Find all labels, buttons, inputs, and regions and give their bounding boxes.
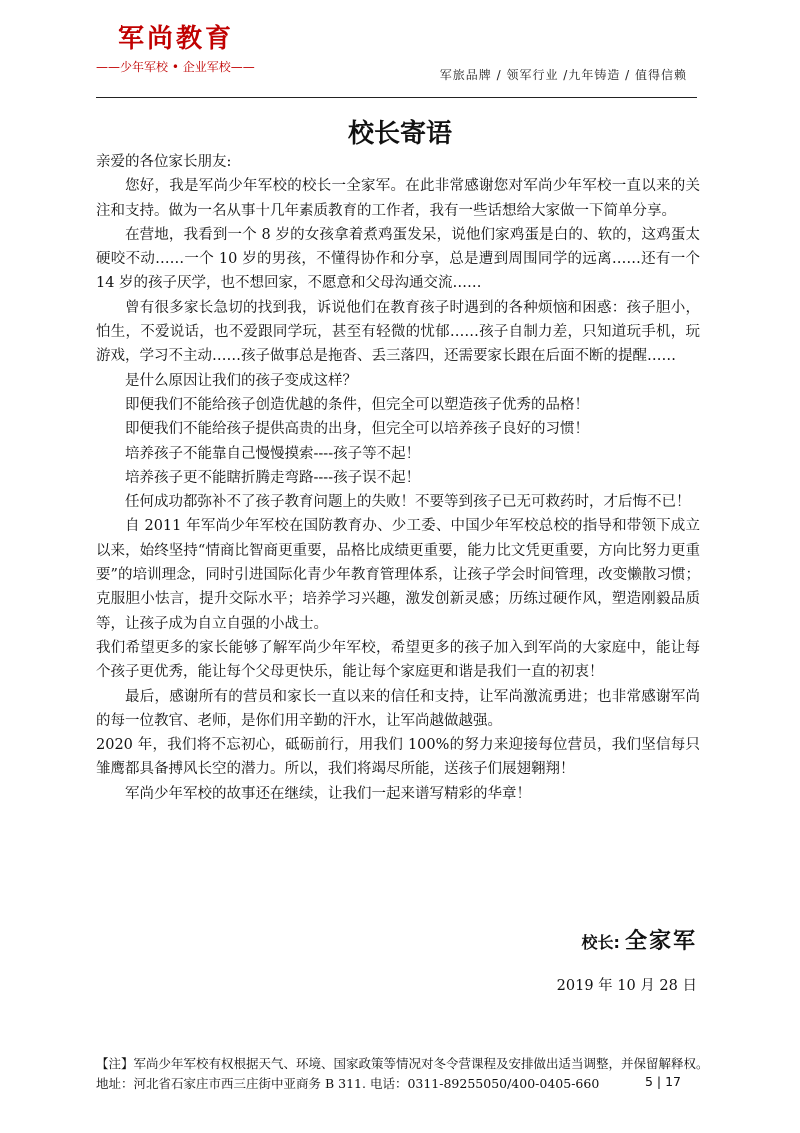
paragraph: 即便我们不能给孩子提供高贵的出身，但完全可以培养孩子良好的习惯！	[125, 421, 589, 438]
letter-body	[96, 150, 700, 806]
paragraph: 是什么原因让我们的孩子变成这样？	[125, 372, 357, 389]
paragraph: 我们希望更多的家长能够了解军尚少年军校，希望更多的孩子加入到军尚的大家庭中，能让每个孩子更优秀，能让每个父母更快乐，能让每个家庭更和谐是我们一直的初衷！	[96, 639, 700, 681]
paragraph: 即便我们不能给孩子创造优越的条件，但完全可以塑造孩子优秀的品格！	[125, 396, 589, 413]
paragraph: 自 2011 年军尚少年军校在国防教育办、少工委、中国少年军校总校的指导和带领下成立以来，始终坚持“情商比智商更重要，品格比成绩更重要，能力比文凭更重要，方向比努力更重要”的培训理念，同时引进国际化青少年教育管理体系，让孩子学会时间管理，改变懒散习惯；克服胆小怯言，提升交际水平；培养学习兴趣，激发创新灵感；历练过硬作风，塑造刚毅品质等，让孩子成为自立自强的小战士。	[96, 518, 700, 632]
header-divider	[96, 97, 697, 98]
paragraph: 培养孩子不能靠自己慢慢摸索----孩子等不起！	[125, 445, 421, 462]
page-number: 5 | 17	[644, 1074, 681, 1089]
paragraph: 任何成功都弥补不了孩子教育问题上的失败！不要等到孩子已无可救药时，才后悔不已！	[125, 494, 691, 511]
paragraph: 2020 年，我们将不忘初心，砥砺前行，用我们 100%的努力来迎接每位营员，我们坚信每只雏鹰都具备搏风长空的潜力。所以，我们将竭尽所能，送孩子们展翅翱翔！	[96, 737, 700, 778]
signature-label: 校长:	[581, 933, 620, 952]
paragraph: 军尚少年军校的故事还在继续，让我们一起来谱写精彩的华章！	[125, 785, 531, 802]
footer-address-row	[96, 1074, 697, 1092]
signature	[581, 924, 697, 955]
footer-address: 地址：河北省石家庄市西三庄街中亚商务 B 311. 电话：0311-89255050/400-0405-660	[96, 1076, 600, 1091]
paragraph: 曾有很多家长急切的找到我，诉说他们在教育孩子时遇到的各种烦恼和困惑：孩子胆小，怕生，不爱说话，也不爱跟同学玩，甚至有轻微的忧郁……孩子自制力差，只知道玩手机，玩游戏，学习不主动……孩子做事总是拖沓、丢三落四，还需要家长跟在后面不断的提醒……	[96, 299, 700, 365]
signature-name: 全家军	[624, 929, 697, 954]
paragraph: 培养孩子更不能瞎折腾走弯路----孩子误不起！	[125, 469, 421, 486]
logo-subtitle: ——少年军校 • 企业军校——	[96, 60, 255, 74]
page-title: 校长寄语	[347, 119, 452, 149]
logo-title: 军尚教育	[118, 24, 235, 54]
logo	[96, 22, 296, 76]
header-slogan: 军旅品牌 / 领军行业 /九年铸造 / 值得信赖	[439, 68, 687, 82]
paragraph: 您好，我是军尚少年军校的校长一全家军。在此非常感谢您对军尚少年军校一直以来的关注和支持。做为一名从事十几年素质教育的工作者，我有一些话想给大家做一下简单分享。	[96, 178, 700, 219]
paragraph: 亲爱的各位家长朋友:	[96, 154, 232, 170]
paragraph: 在营地，我看到一个 8 岁的女孩拿着煮鸡蛋发呆，说他们家鸡蛋是白的、软的，这鸡蛋太硬咬不动……一个 10 岁的男孩，不懂得协作和分享，总是遭到周围同学的远离……还有一个 14 岁的孩子厌学，也不想回家，不愿意和父母沟通交流……	[96, 226, 700, 292]
paragraph: 最后，感谢所有的营员和家长一直以来的信任和支持，让军尚激流勇进；也非常感谢军尚的每一位教官、老师，是你们用辛勤的汗水，让军尚越做越强。	[96, 688, 700, 729]
footer-note: 【注】军尚少年军校有权根据天气、环境、国家政策等情况对冬令营课程及安排做出适当调整，并保留解释权。	[96, 1056, 709, 1071]
letter-date: 2019 年 10 月 28 日	[556, 978, 697, 994]
